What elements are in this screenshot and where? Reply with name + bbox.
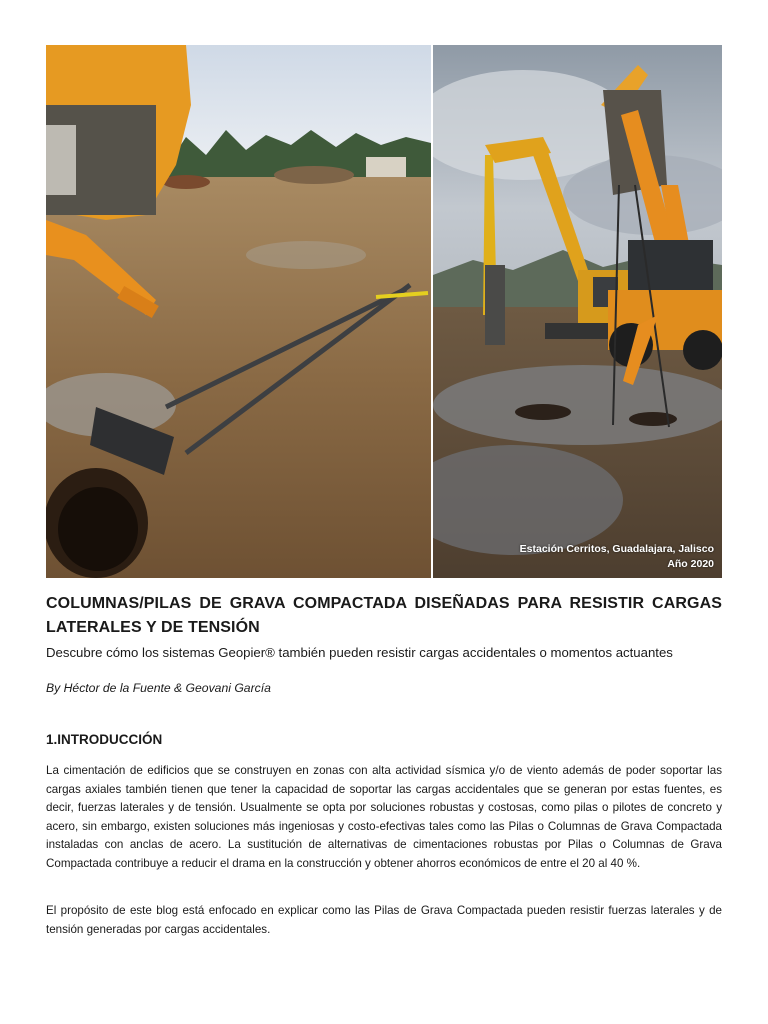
photo-caption-year: Año 2020 [667,558,714,570]
photo-caption-location: Estación Cerritos, Guadalajara, Jalisco [519,543,714,555]
article-title: COLUMNAS/PILAS DE GRAVA COMPACTADA DISEÑADAS PARA RESISTIR CARGAS LATERALES Y DE TENSIÓN [46,595,722,636]
photo-caption [520,542,714,572]
photo-collage [46,45,722,578]
intro-paragraph-1: La cimentación de edificios que se construyen en zonas con alta actividad sísmica y/o de viento además de poder soportar las cargas axiales también tienen que tener la capacidad de soportar las cargas accidentales que se generan por estas fuentes, es decir, fuerzas laterales y de tensión. Usualmente se opta por soluciones robustas y costosas, como pilas o pilotes de concreto y acero, sin embargo, existen soluciones más ingeniosas y costo-efectivas tales como las Pilas o Columnas de Grava Compactada instaladas con anclas de acero. La sustitución de alternativas de cimentaciones robustas por Pilas o Columnas de Grava Compactada contribuye a reducir el drama en la construcción y obtener ahorros económicos de entre el 20 al 40 %. [46,764,722,870]
article-byline: By Héctor de la Fuente & Geovani García [46,681,271,695]
site-photo-anchors [46,45,431,578]
intro-paragraph-2: El propósito de este blog está enfocado en explicar como las Pilas de Grava Compactada pueden resistir fuerzas laterales y de tensión generadas por cargas accidentales. [46,904,722,936]
article-subtitle: Descubre cómo los sistemas Geopier® también pueden resistir cargas accidentales o momentos actuantes [46,645,673,660]
site-photo-anchors-graphic [46,45,431,578]
site-photo-excavators-graphic [433,45,722,578]
section-heading-introduccion: 1.INTRODUCCIÓN [46,732,163,747]
site-photo-excavators [433,45,722,578]
